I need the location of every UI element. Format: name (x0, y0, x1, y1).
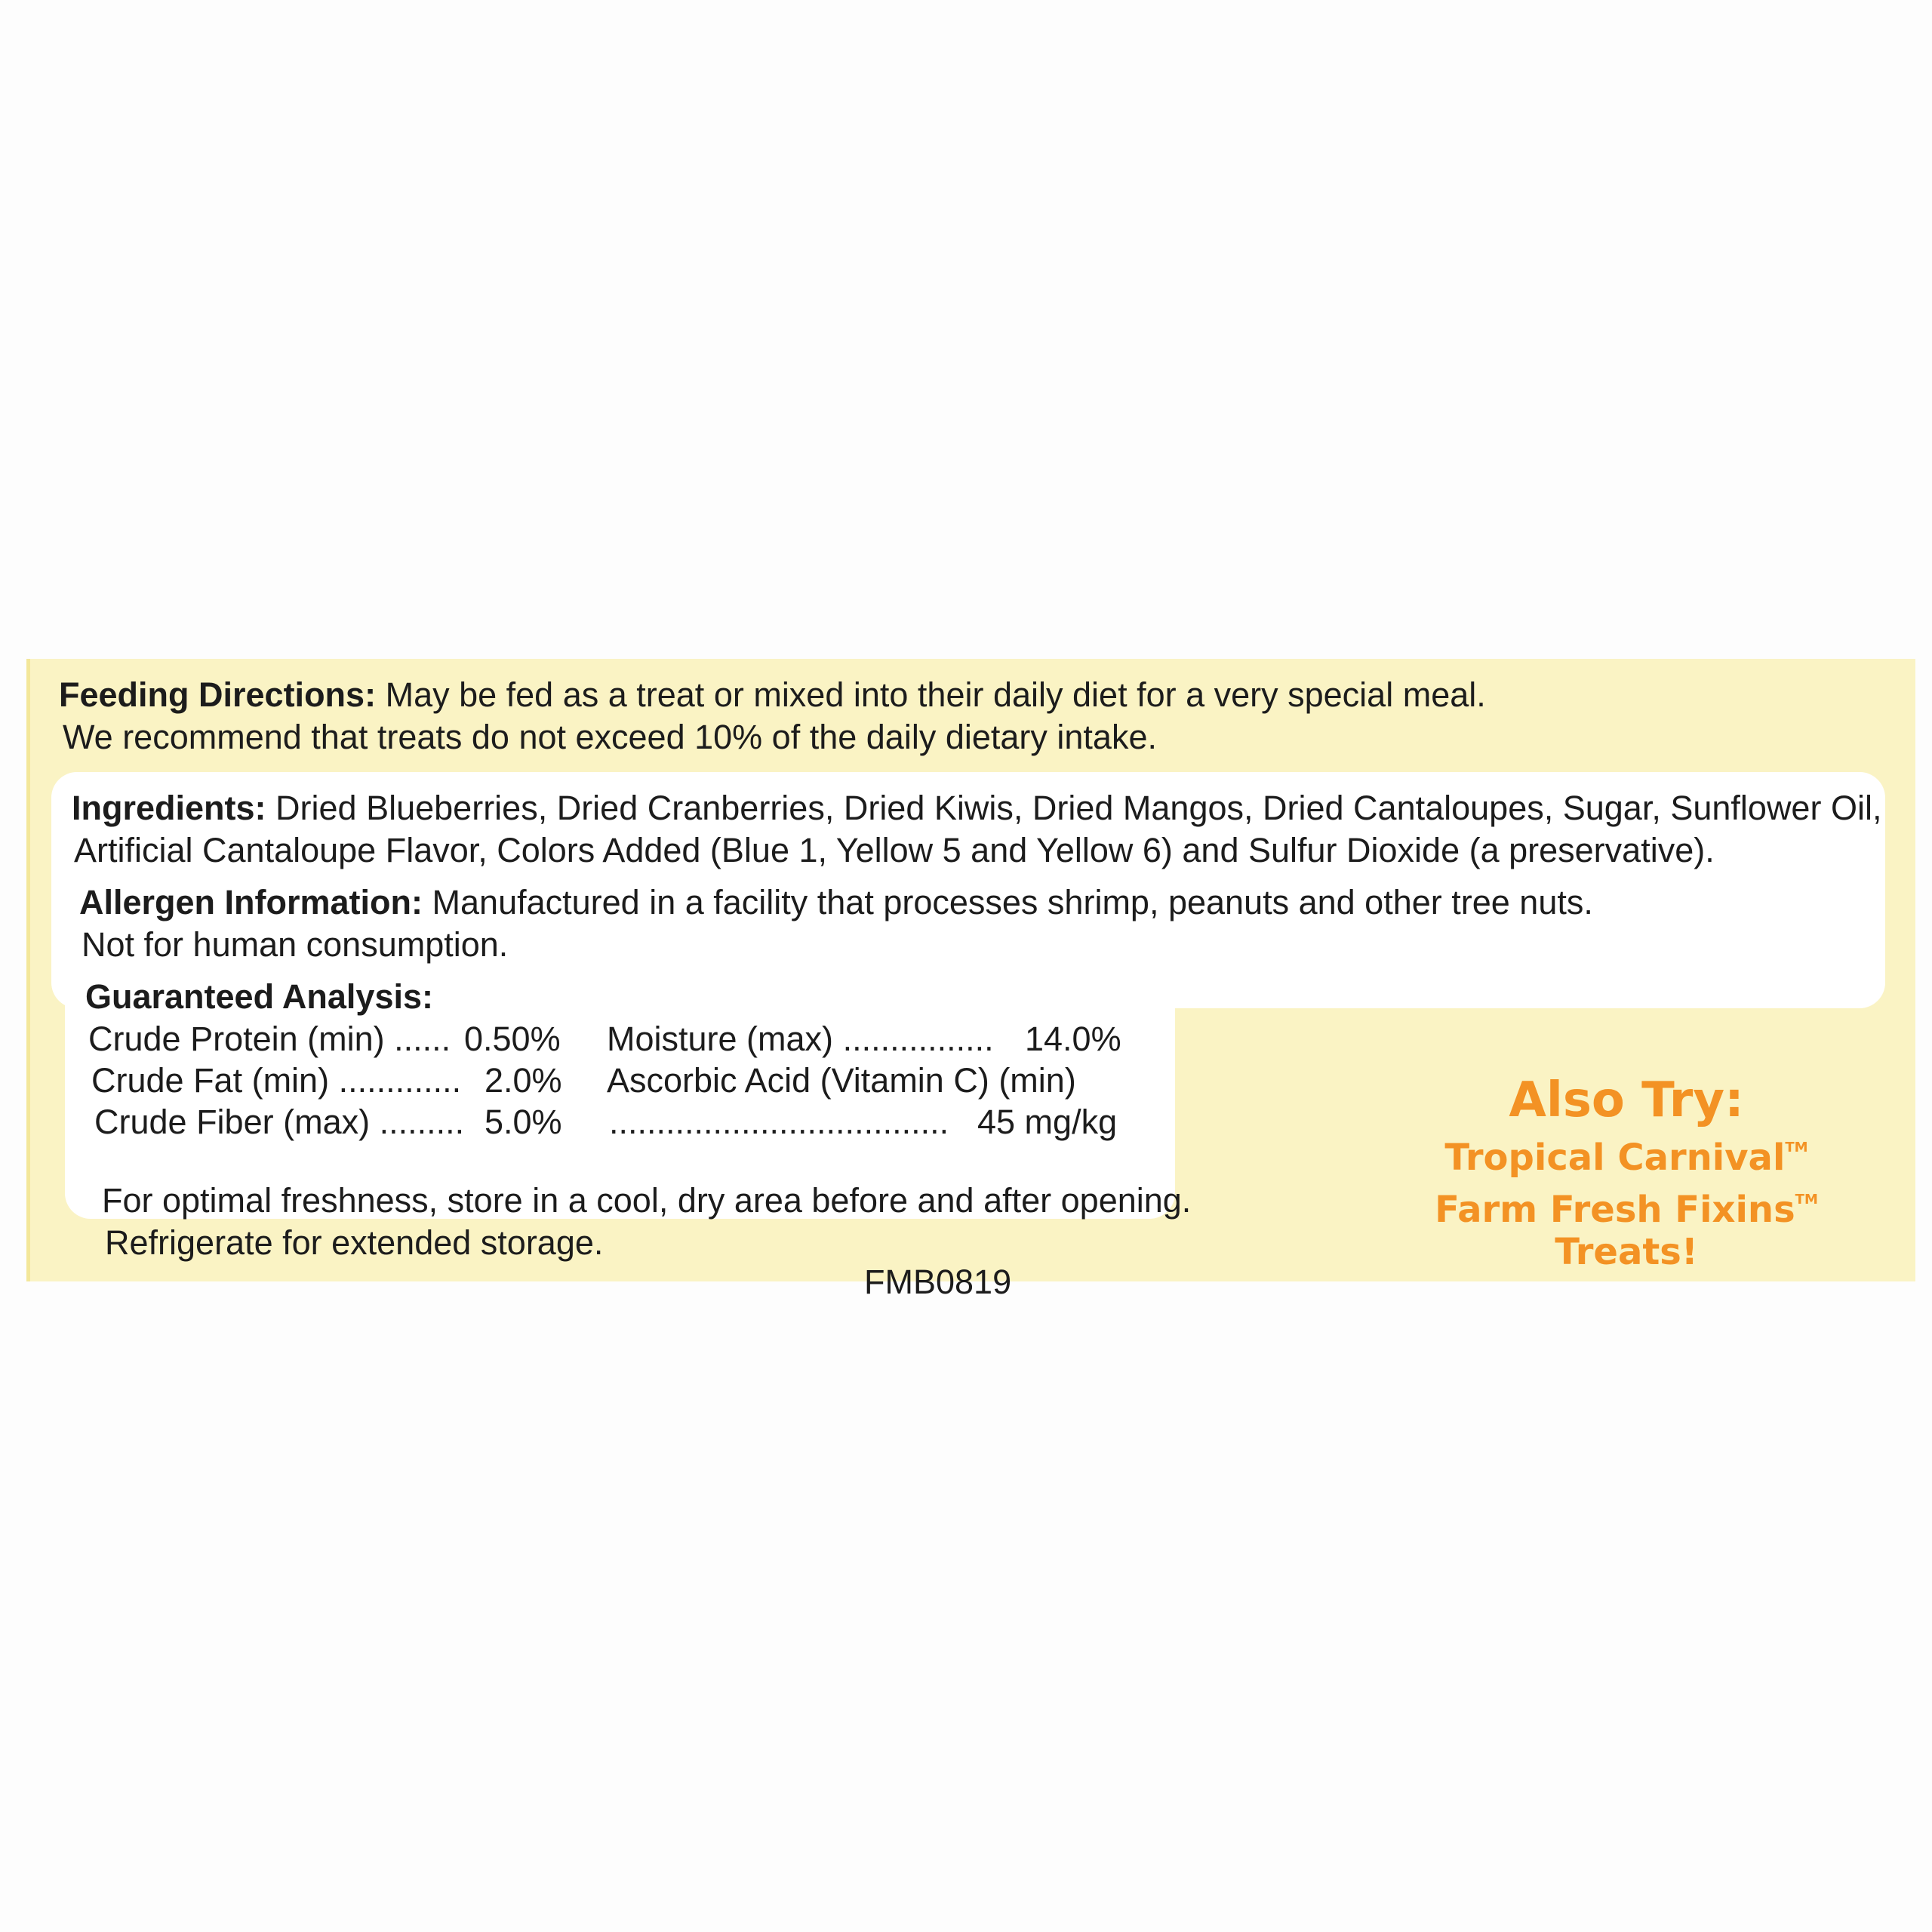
also-try-line-1: Tropical Carnival™ (1444, 1137, 1808, 1179)
feeding-directions-text-2: We recommend that treats do not exceed 10% of the daily dietary intake. (63, 718, 1157, 756)
feeding-directions-line-1 (59, 674, 1486, 716)
also-try-line-3: Treats! (1555, 1231, 1698, 1273)
storage-text-2: Refrigerate for extended storage. (105, 1223, 604, 1262)
also-try-callout (1377, 1074, 1875, 1273)
storage-text-1: For optimal freshness, store in a cool, dry area before and after opening. (102, 1181, 1192, 1220)
moisture-value: 14.0% (1025, 1020, 1121, 1058)
ingredients-heading: Ingredients: (72, 789, 266, 827)
guaranteed-analysis-heading: Guaranteed Analysis: (85, 977, 433, 1016)
product-code: FMB0819 (864, 1263, 1012, 1301)
moisture-label: Moisture (max) ................ (607, 1020, 994, 1058)
crude-protein-value: 0.50% (464, 1020, 561, 1058)
allergen-text-2: Not for human consumption. (82, 925, 509, 964)
also-try-line-2: Farm Fresh Fixins™ (1435, 1189, 1818, 1231)
crude-fat-value: 2.0% (485, 1061, 562, 1100)
ascorbic-acid-value: 45 mg/kg (977, 1103, 1118, 1141)
ingredients-line-1 (72, 787, 1881, 829)
crude-fiber-label: Crude Fiber (max) ......... (94, 1103, 465, 1141)
feeding-directions-heading: Feeding Directions: (59, 675, 377, 714)
feeding-directions-text-1: May be fed as a treat or mixed into their daily diet for a very special meal. (385, 675, 1486, 714)
crude-fat-label: Crude Fat (min) ............. (91, 1061, 462, 1100)
ingredients-text-1: Dried Blueberries, Dried Cranberries, Dried Kiwis, Dried Mangos, Dried Cantaloupes, Sugar, Sunflower Oil, (275, 789, 1882, 827)
also-try-title: Also Try: (1509, 1072, 1744, 1128)
allergen-heading: Allergen Information: (79, 883, 423, 921)
product-label-panel (26, 659, 1915, 1301)
allergen-text-1: Manufactured in a facility that processes shrimp, peanuts and other tree nuts. (432, 883, 1593, 921)
label-edge-strip (26, 659, 30, 1281)
crude-fiber-value: 5.0% (485, 1103, 562, 1141)
ascorbic-acid-dots: .................................... (609, 1103, 949, 1141)
ascorbic-acid-label: Ascorbic Acid (Vitamin C) (min) (607, 1061, 1076, 1100)
allergen-line-1 (79, 881, 1593, 924)
ingredients-text-2: Artificial Cantaloupe Flavor, Colors Added (Blue 1, Yellow 5 and Yellow 6) and Sulfur Dioxide (a preservative). (74, 831, 1715, 869)
crude-protein-label: Crude Protein (min) ...... (88, 1020, 451, 1058)
